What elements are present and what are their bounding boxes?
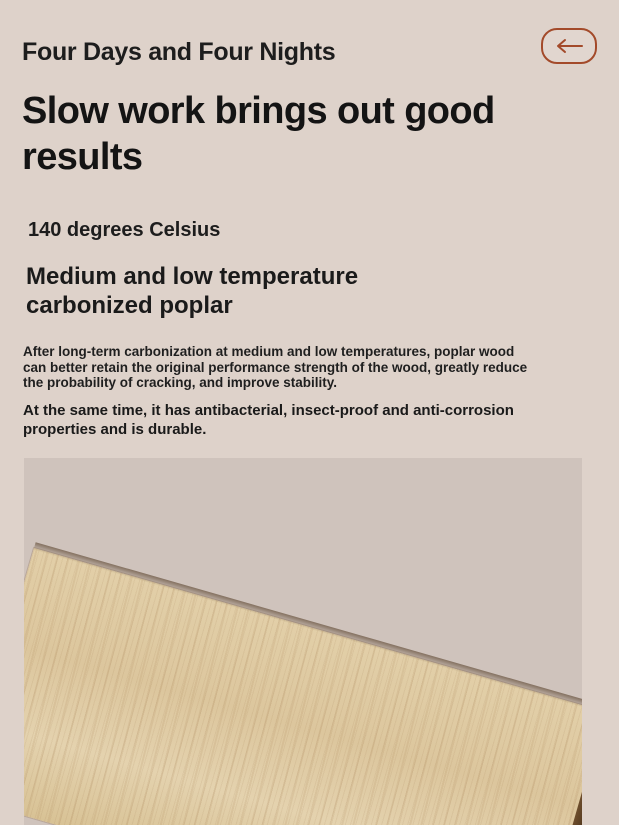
wood-board-image xyxy=(24,548,582,825)
page-title: Slow work brings out good results xyxy=(22,90,495,178)
wood-grain-texture xyxy=(24,548,582,825)
temperature-label: 140 degrees Celsius xyxy=(28,219,221,241)
subheading: Medium and low temperature carbonized poplar xyxy=(26,263,359,319)
eyebrow-text: Four Days and Four Nights xyxy=(22,38,336,66)
back-button[interactable] xyxy=(541,28,597,64)
description-paragraph-1: After long-term carbonization at medium and low temperatures, poplar wood can better retain the original performance strength of the wood, greatly reduce the probability of cracking, and improve stability. xyxy=(23,344,528,390)
description-paragraph-2: At the same time, it has antibacterial, insect-proof and anti-corrosion properties and is durable. xyxy=(23,402,514,438)
back-arrow-icon xyxy=(554,38,584,54)
product-photo xyxy=(24,458,582,825)
